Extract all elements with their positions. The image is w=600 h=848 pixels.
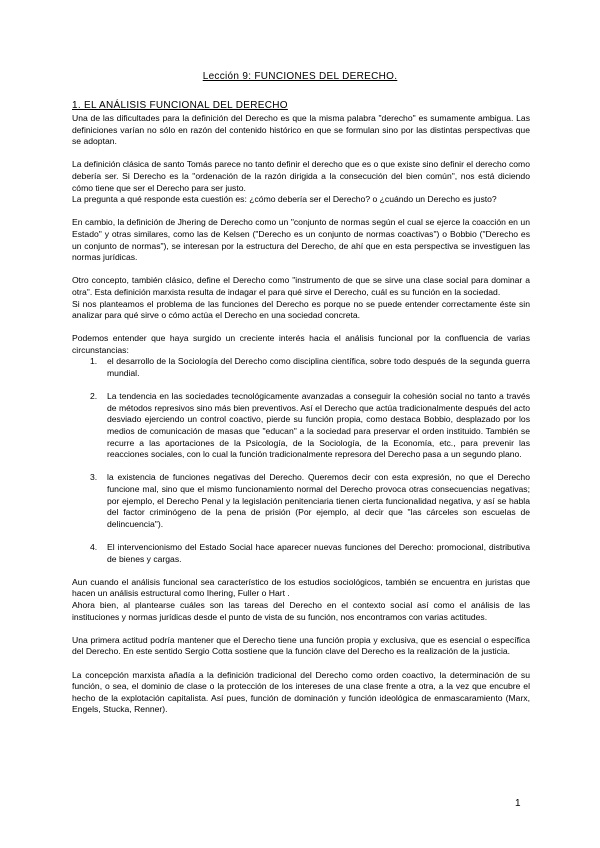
list-item [72,391,530,461]
list-item [72,356,530,379]
paragraph: Una de las dificultades para la definición del Derecho es que la misma palabra "derecho" es sumamente ambigua. Las definiciones varían no sólo en razón del contenido histórico en que se formulan sino por las distintas perspectivas que se adoptan. [72,113,530,147]
list-item-text: El intervencionismo del Estado Social hace aparecer nuevas funciones del Derecho: promocional, distributiva de bienes y cargas. [107,541,530,564]
section-heading: 1. EL ANÁLISIS FUNCIONAL DEL DERECHO [72,100,288,111]
list-item-text: el desarrollo de la Sociología del Derecho como disciplina científica, sobre todo después de la segunda guerra mundial. [107,356,530,379]
paragraph: La definición clásica de santo Tomás parece no tanto definir el derecho que es o que existe sino definir el derecho como debería ser. Si Derecho es la "ordenación de la razón dirigida a la consecución del bien común", nos está diciendo cómo tiene que ser el Derecho para ser justo. [72,159,530,193]
list-item-text: La tendencia en las sociedades tecnológicamente avanzadas a conseguir la cohesión social no tanto a través de métodos represivos sino más bien preventivos. Así el Derecho que actúa tradicionalmente después del acto desviado ejerciendo un control coactivo, pierde su función propia, como destaca Bobbio, desplazado por los medios de comunicación de masas que "educan" a la sociedad para preservar el orden instituido. También se recurre a las aportaciones de la Psicología, de la Sociología, de la Economía, etc., para prevenir las reacciones sociales, con lo cual la función tradicionalmente represora del Derecho pasa a un segundo plano. [107,391,530,460]
paragraph: Ahora bien, al plantearse cuáles son las tareas del Derecho en el contexto social así como el análisis de las instituciones y normas jurídicas desde el punto de vista de su función, nos encontramos con varias actitudes. [72,599,530,622]
list-item [72,542,530,565]
paragraph: La concepción marxista añadía a la definición tradicional del Derecho como orden coactivo, la determinación de su función, o sea, el dominio de clase o la protección de los intereses de una clase frente a otra, a la vez que encubre el hecho de la explotación capitalista. Así pues, función de dominación y función ideológica de enmascaramiento (Marx, Engels, Stucka, Renner). [72,669,530,715]
circumstances-list [72,356,530,565]
list-item [72,472,530,530]
list-number: 4. [90,541,98,552]
list-number: 3. [90,472,98,483]
paragraph: Si nos planteamos el problema de las funciones del Derecho es porque no se puede entender correctamente éste sin analizar para qué sirve o cómo actúa el Derecho en una sociedad concreta. [72,298,530,321]
paragraph: Podemos entender que haya surgido un creciente interés hacia el análisis funcional por la confluencia de varias circunstancias: [72,333,530,355]
paragraph: Aun cuando el análisis funcional sea característico de los estudios sociológicos, también se encuentra en juristas que hacen un análisis estructural como Ihering, Fuller o Hart . [72,576,530,599]
paragraph: La pregunta a qué responde esta cuestión es: ¿cómo debería ser el Derecho? o ¿cuándo un Derecho es justo? [72,194,497,205]
page-title: Lección 9: FUNCIONES DEL DERECHO. [202,71,398,82]
page-number: 1 [515,798,521,809]
list-item-text: la existencia de funciones negativas del Derecho. Queremos decir con esta expresión, no que el Derecho funcione mal, sino que el mismo funcionamiento normal del Derecho provoca otras consecuencias negativas; por ejemplo, el Derecho Penal y la legislación penitenciaria tienen cierta funcionalidad negativa, y así se habla del factor criminógeno de la pena de prisión (Por ejemplo, al decir que "las cárceles son escuelas de delincuencia"). [107,472,530,529]
list-number: 2. [90,391,98,402]
paragraph: Otro concepto, también clásico, define el Derecho como "instrumento de que se sirve una clase social para dominar a otra". Esta definición marxista resulta de indagar el para qué sirve el Derecho, cuál es su función en la sociedad. [72,275,530,297]
body-text [72,113,530,716]
paragraph: Una primera actitud podría mantener que el Derecho tiene una función propia y exclusiva, que es esencial o específica del Derecho. En este sentido Sergio Cotta sostiene que la función clave del Derecho es la realización de la justicia. [72,634,530,657]
list-number: 1. [90,356,98,367]
paragraph: En cambio, la definición de Jhering de Derecho como un "conjunto de normas según el cual se ejerce la coacción en un Estado" y otras similares, como las de Kelsen ("Derecho es un conjunto de normas coactivas") o Bobbio ("Derecho es un conjunto de normas"), se interesan por la estructura del Derecho, de ahí que en esta perspectiva se investiguen las normas jurídicas. [72,217,530,263]
